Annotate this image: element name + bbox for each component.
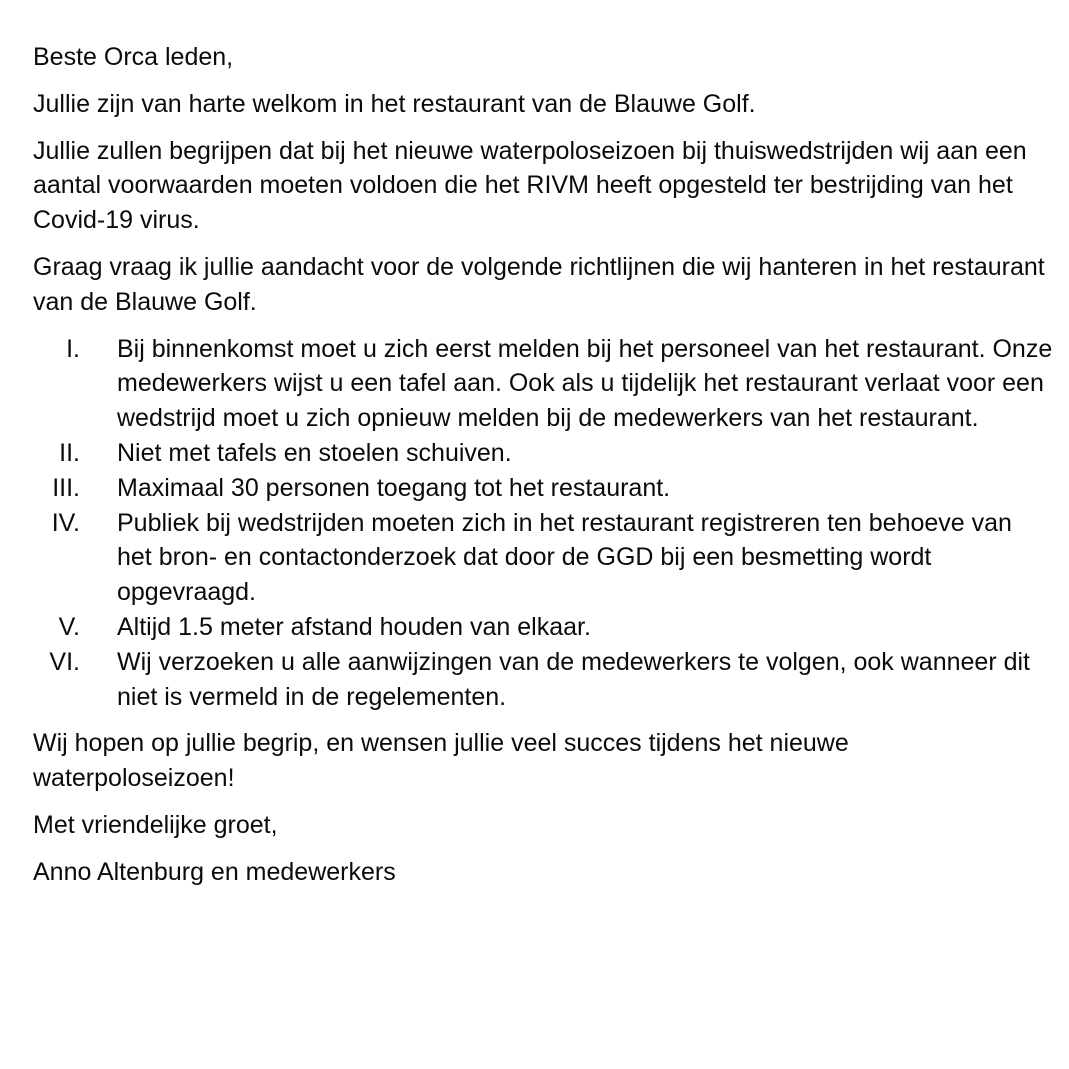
rule-text: Bij binnenkomst moet u zich eerst melden bij het personeel van het restaurant. Onze medewerkers wijst u een tafel aan. Ook als u tijdelijk het restaurant verlaat voor een wedstrijd moet u zich opnieuw melden bij de medewerkers van het restaurant. bbox=[117, 334, 1053, 433]
rule-item bbox=[33, 645, 1053, 715]
request-paragraph: Graag vraag ik jullie aandacht voor de volgende richtlijnen die wij hanteren in het restaurant van de Blauwe Golf. bbox=[33, 252, 1045, 316]
rule-numeral: V. bbox=[58, 612, 80, 641]
welcome-paragraph: Jullie zijn van harte welkom in het restaurant van de Blauwe Golf. bbox=[33, 89, 756, 118]
rule-numeral: III. bbox=[52, 473, 80, 502]
rule-numeral: VI. bbox=[49, 647, 80, 676]
rule-text: Publiek bij wedstrijden moeten zich in het restaurant registreren ten behoeve van het bron- en contactonderzoek dat door de GGD bij een besmetting wordt opgevraagd. bbox=[117, 508, 1012, 607]
salutation: Met vriendelijke groet, bbox=[33, 810, 278, 839]
rule-text: Maximaal 30 personen toegang tot het restaurant. bbox=[117, 473, 671, 502]
signature: Anno Altenburg en medewerkers bbox=[33, 857, 396, 886]
rule-text: Wij verzoeken u alle aanwijzingen van de medewerkers te volgen, ook wanneer dit niet is vermeld in de regelementen. bbox=[117, 647, 1031, 711]
rule-numeral: IV. bbox=[51, 508, 80, 537]
rule-numeral: I. bbox=[66, 334, 80, 363]
rule-text: Niet met tafels en stoelen schuiven. bbox=[117, 438, 512, 467]
closing-paragraph: Wij hopen op jullie begrip, en wensen jullie veel succes tijdens het nieuwe waterpoloseizoen! bbox=[33, 729, 849, 793]
rule-numeral: II. bbox=[59, 438, 80, 467]
intro-paragraph: Jullie zullen begrijpen dat bij het nieuwe waterpoloseizoen bij thuiswedstrijden wij aan een aantal voorwaarden moeten voldoen die het RIVM heeft opgesteld ter bestrijding van het Covid-19 virus. bbox=[33, 136, 1027, 235]
letter-document bbox=[33, 40, 1053, 902]
rules-list bbox=[33, 332, 1053, 715]
rule-item bbox=[33, 506, 1053, 610]
rule-item bbox=[33, 332, 1053, 436]
rule-text: Altijd 1.5 meter afstand houden van elkaar. bbox=[117, 612, 591, 641]
rule-item bbox=[33, 436, 1053, 471]
greeting: Beste Orca leden, bbox=[33, 43, 234, 71]
rule-item bbox=[33, 610, 1053, 645]
rule-item bbox=[33, 471, 1053, 506]
